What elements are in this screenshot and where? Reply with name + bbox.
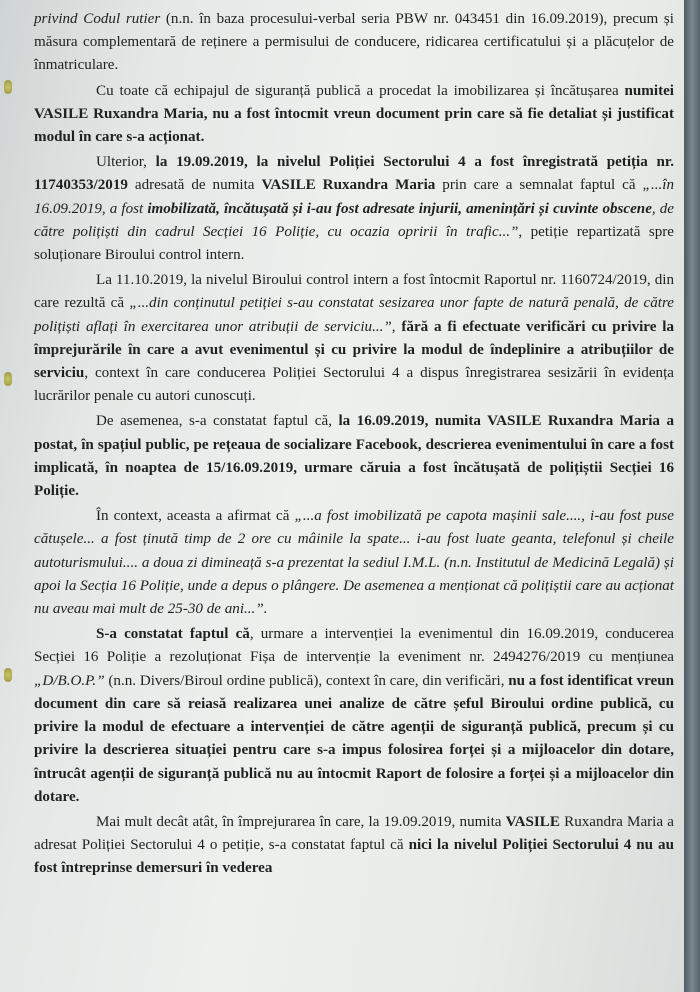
text-run: numitei VASILE Ruxandra Maria, nu a fost întocmit vreun document prin care să fie detaliat și justificat modul în care s-a acționat. bbox=[34, 82, 674, 146]
text-run: Mai mult decât atât, în împrejurarea în care, la 19.09.2019, numita bbox=[96, 813, 506, 830]
text-run: la 16.09.2019, numita VASILE Ruxandra Maria a postat, în spațiul public, pe rețeaua de socializare Facebook, descrierea evenimentului în care a fost implicată, în noaptea de 15/16.09.2019, urmare căruia a fost încătușată de polițiștii Secției 16 Poliție. bbox=[34, 413, 674, 500]
text-run: „D/B.O.P.” bbox=[34, 672, 105, 689]
paragraph bbox=[34, 80, 674, 150]
text-run: prin care a semnalat faptul că bbox=[435, 177, 643, 194]
text-run: S-a constatat faptul că bbox=[96, 626, 250, 643]
text-run: , bbox=[391, 318, 402, 335]
paragraph bbox=[34, 151, 674, 267]
paragraph bbox=[34, 505, 674, 621]
text-run: „...din conținutul petiției s-au constatat sesizarea unor fapte de natură penală, de către polițiști aflați în exercitarea unor atribuții de serviciu...” bbox=[34, 295, 675, 335]
text-run: Ruxandra Maria a adresat Poliției Sectorului 4 o petiție, s-a constatat faptul că bbox=[34, 813, 674, 854]
text-run: , context în care conducerea Poliției Sectorului 4 a dispus înregistrarea sesizării în evidența lucrărilor penale cu autori cunoscuți. bbox=[34, 365, 674, 405]
binder-hole-top bbox=[4, 80, 12, 94]
paragraph bbox=[34, 623, 674, 809]
paragraph bbox=[34, 8, 674, 78]
text-run: fără a fi efectuate verificări cu privire la împrejurările în care a avut evenimentul și cu privire la modul de îndeplinire a atribuțiilor de serviciu bbox=[34, 318, 674, 382]
text-run: De asemenea, s-a constatat faptul că, bbox=[96, 413, 339, 430]
text-run: , urmare a intervenției la evenimentul din 16.09.2019, conducerea Secției 16 Poliție a rezoluționat Fișa de intervenție la eveniment nr. 2494276/2019 cu mențiunea bbox=[34, 626, 674, 666]
text-run: În context, aceasta a afirmat că bbox=[96, 508, 295, 525]
text-run: „...în 16.09.2019, a fost bbox=[34, 177, 675, 217]
page-edge bbox=[684, 0, 700, 992]
document-body bbox=[34, 8, 674, 883]
text-run: VASILE bbox=[505, 813, 560, 830]
paragraph bbox=[34, 811, 674, 881]
text-run: imobilizată, încătușată și i-au fost adresate injurii, amenințări și cuvinte obscene bbox=[147, 200, 652, 217]
binder-hole-middle bbox=[4, 372, 12, 386]
paragraph bbox=[34, 269, 674, 408]
text-run: (n.n. Divers/Biroul ordine publică), context în care, din verificări, bbox=[104, 672, 509, 689]
text-run: privind Codul rutier bbox=[34, 11, 161, 27]
text-run: VASILE Ruxandra Maria bbox=[261, 177, 436, 194]
text-run: nici la nivelul Poliției Sectorului 4 nu au fost întreprinse demersuri în vederea bbox=[34, 837, 674, 877]
text-run: (n.n. în baza procesului-verbal seria PBW nr. 043451 din 16.09.2019), precum și măsura complementară de reținere a permisului de conducere, ridicarea certificatului și a plăcuțelor de înmatriculare. bbox=[34, 11, 674, 74]
paragraph bbox=[34, 410, 674, 503]
text-run: la 19.09.2019, la nivelul Poliției Sectorului 4 a fost înregistrată petiția nr. 11740353/2019 bbox=[34, 154, 674, 194]
text-run: „...a fost imobilizată pe capota mașinii sale...., i-au fost puse cătușele... a fost ținută timp de 2 ore cu mâinile la spate... i-au fost luate geanta, telefonul și cheile autoturismului.... a doua zi dimineață s-a prezentat la sediul I.M.L. (n.n. Institutul de Medicină Legală) și apoi la Secția 16 Poliție, unde a depus o plângere. De asemenea a menționat că polițiștii care au acționat nu aveau mai mult de 25-30 de ani...”. bbox=[34, 508, 674, 618]
text-run: nu a fost identificat vreun document din care să reiasă realizarea unei analize de către șeful Biroului ordine publică, cu privire la modul de efectuare a intervenției de către agenții de siguranță publică, precum și cu privire la descrierea situației pentru care s-a impus folosirea forței și a mijloacelor din dotare, întrucât agenții de siguranță publică nu au întocmit Raport de folosire a forței și a mijloacelor din dotare. bbox=[34, 672, 675, 805]
text-run: Ulterior, bbox=[96, 154, 156, 171]
text-run: Cu toate că echipajul de siguranță publică a procedat la imobilizarea și încătușarea bbox=[96, 82, 625, 99]
text-run: , de către polițiști din cadrul Secției 16 Poliție, cu ocazia opririi în trafic...” bbox=[34, 200, 675, 240]
text-run: adresată de numita bbox=[127, 177, 262, 194]
binder-hole-bottom bbox=[4, 668, 12, 682]
text-run: , petiție repartizată spre soluționare Biroului control intern. bbox=[34, 223, 674, 264]
text-run: La 11.10.2019, la nivelul Biroului control intern a fost întocmit Raportul nr. 1160724/2019, din care rezultă că bbox=[34, 272, 674, 312]
